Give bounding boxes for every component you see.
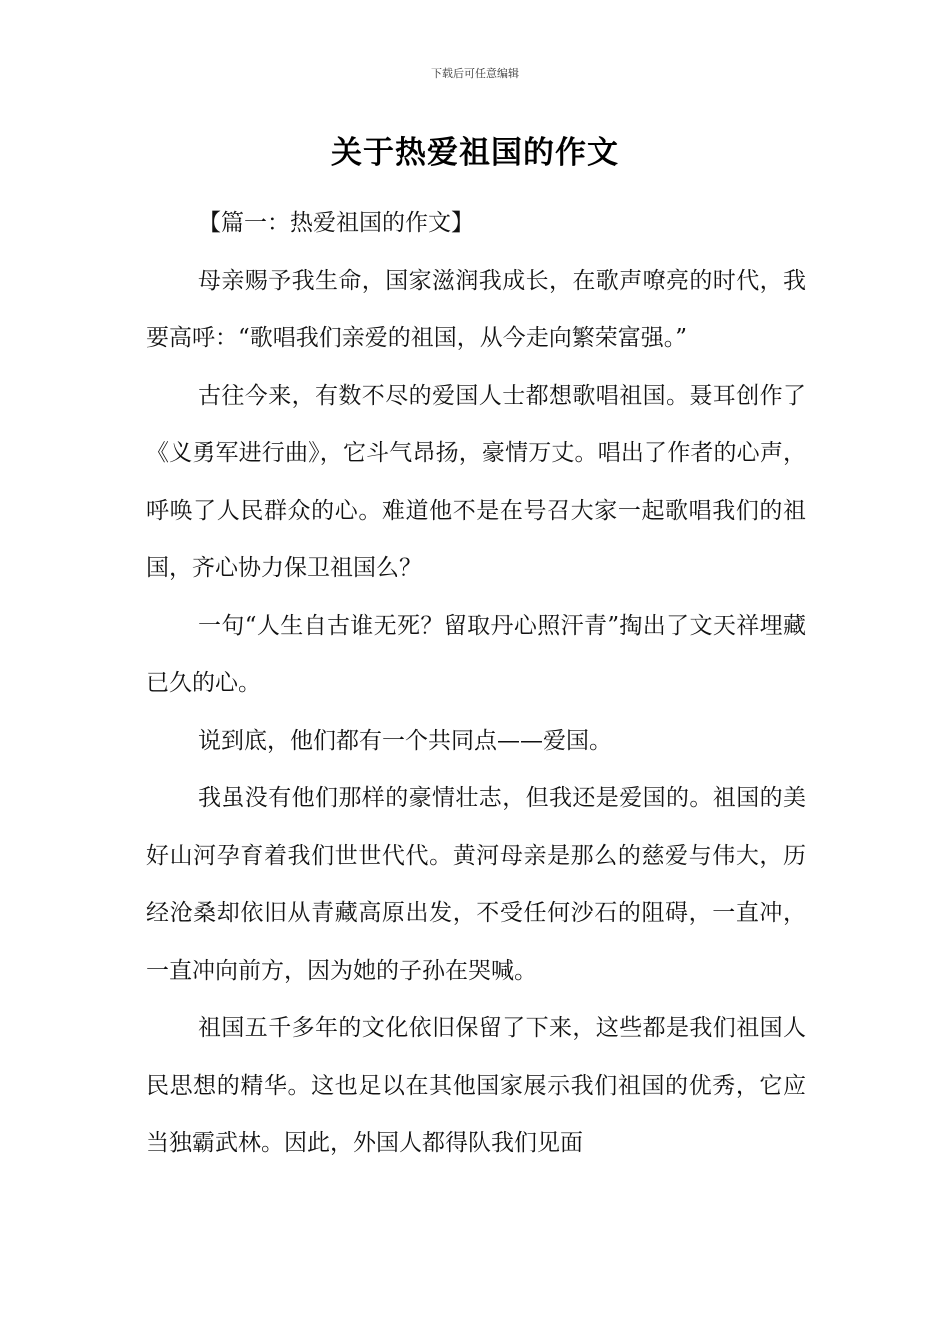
paragraph: 母亲赐予我生命，国家滋润我成长，在歌声嘹亮的时代，我要高呼：“歌唱我们亲爱的祖国，从今走向繁荣富强。” bbox=[146, 267, 806, 351]
paragraph: 一句“人生自古谁无死？留取丹心照汗青”掏出了文天祥埋藏已久的心。 bbox=[146, 612, 806, 696]
paragraph: 说到底，他们都有一个共同点——爱国。 bbox=[198, 727, 612, 754]
document-body bbox=[146, 195, 806, 1173]
paragraph: 祖国五千多年的文化依旧保留了下来，这些都是我们祖国人民思想的精华。这也足以在其他国家展示我们祖国的优秀，它应当独霸武林。因此，外国人都得队我们见面 bbox=[146, 1015, 806, 1156]
section-heading: 【篇一：热爱祖国的作文】 bbox=[198, 210, 474, 236]
page-header-note: 下载后可任意编辑 bbox=[431, 67, 519, 80]
paragraph: 古往今来，有数不尽的爱国人士都想歌唱祖国。聂耳创作了《义勇军进行曲》，它斗气昂扬，豪情万丈。唱出了作者的心声，呼唤了人民群众的心。难道他不是在号召大家一起歌唱我们的祖国，齐心协力保卫祖国么？ bbox=[146, 382, 806, 581]
paragraph: 我虽没有他们那样的豪情壮志，但我还是爱国的。祖国的美好山河孕育着我们世世代代。黄河母亲是那么的慈爱与伟大，历经沧桑却依旧从青藏高原出发，不受任何沙石的阻碍，一直冲，一直冲向前方，因为她的子孙在哭喊。 bbox=[146, 785, 806, 984]
document-title: 关于热爱祖国的作文 bbox=[331, 135, 619, 171]
